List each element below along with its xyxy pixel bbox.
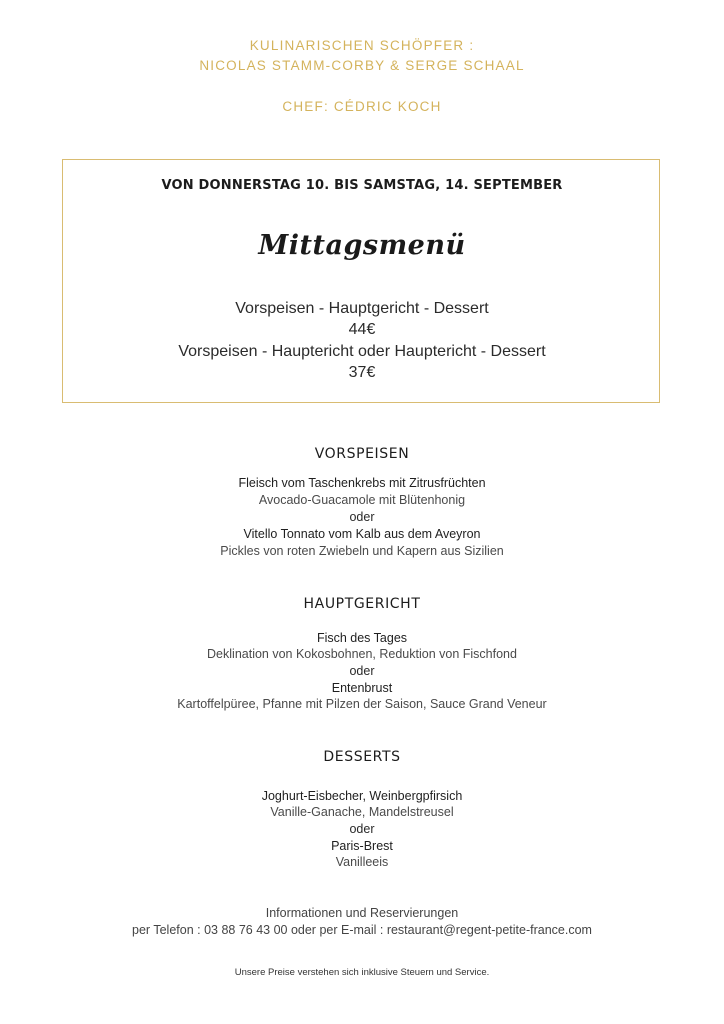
creators-names: NICOLAS STAMM-CORBY & SERGE SCHAAL bbox=[199, 58, 525, 73]
footer-contact: per Telefon : 03 88 76 43 00 oder per E-mail : restaurant@regent-petite-france.com bbox=[132, 923, 592, 937]
vorspeisen-dish-2: Vitello Tonnato vom Kalb aus dem Aveyron bbox=[243, 527, 481, 541]
creators-label: KULINARISCHEN SCHÖPFER : bbox=[249, 38, 475, 53]
desserts-desc-2: Vanilleeis bbox=[335, 855, 389, 869]
section-title-vorspeisen: VORSPEISEN bbox=[314, 446, 410, 462]
desserts-dish-2: Paris-Brest bbox=[331, 839, 393, 853]
hauptgericht-or: oder bbox=[349, 664, 375, 678]
menu-price-2: 37€ bbox=[348, 364, 376, 381]
section-title-hauptgericht: HAUPTGERICHT bbox=[303, 596, 421, 612]
hauptgericht-desc-1: Deklination von Kokosbohnen, Reduktion von Fischfond bbox=[207, 647, 517, 661]
desserts-desc-1: Vanille-Ganache, Mandelstreusel bbox=[270, 805, 454, 819]
vorspeisen-or: oder bbox=[349, 510, 375, 524]
vorspeisen-dish-1: Fleisch vom Taschenkrebs mit Zitrusfrüchten bbox=[238, 476, 486, 490]
chef-name: CHEF: CÉDRIC KOCH bbox=[282, 99, 442, 114]
hauptgericht-desc-2: Kartoffelpüree, Pfanne mit Pilzen der Saison, Sauce Grand Veneur bbox=[177, 697, 547, 711]
menu-option-2: Vorspeisen - Hauptericht oder Hauptericht - Dessert bbox=[178, 343, 546, 360]
menu-option-1: Vorspeisen - Hauptgericht - Dessert bbox=[235, 300, 489, 317]
hauptgericht-dish-2: Entenbrust bbox=[331, 681, 393, 695]
desserts-or: oder bbox=[349, 822, 375, 836]
menu-title: Mittagsmenü bbox=[258, 230, 466, 261]
menu-date-range: VON DONNERSTAG 10. BIS SAMSTAG, 14. SEPTEMBER bbox=[161, 178, 563, 193]
menu-price-1: 44€ bbox=[348, 321, 376, 338]
vorspeisen-desc-2: Pickles von roten Zwiebeln und Kapern aus Sizilien bbox=[220, 544, 504, 558]
vorspeisen-desc-1: Avocado-Guacamole mit Blütenhonig bbox=[258, 493, 466, 507]
footer-info: Informationen und Reservierungen bbox=[265, 906, 459, 920]
section-title-desserts: DESSERTS bbox=[323, 749, 401, 765]
desserts-dish-1: Joghurt-Eisbecher, Weinbergpfirsich bbox=[261, 789, 463, 803]
footer-note: Unsere Preise verstehen sich inklusive Steuern und Service. bbox=[234, 967, 490, 978]
hauptgericht-dish-1: Fisch des Tages bbox=[316, 631, 408, 645]
